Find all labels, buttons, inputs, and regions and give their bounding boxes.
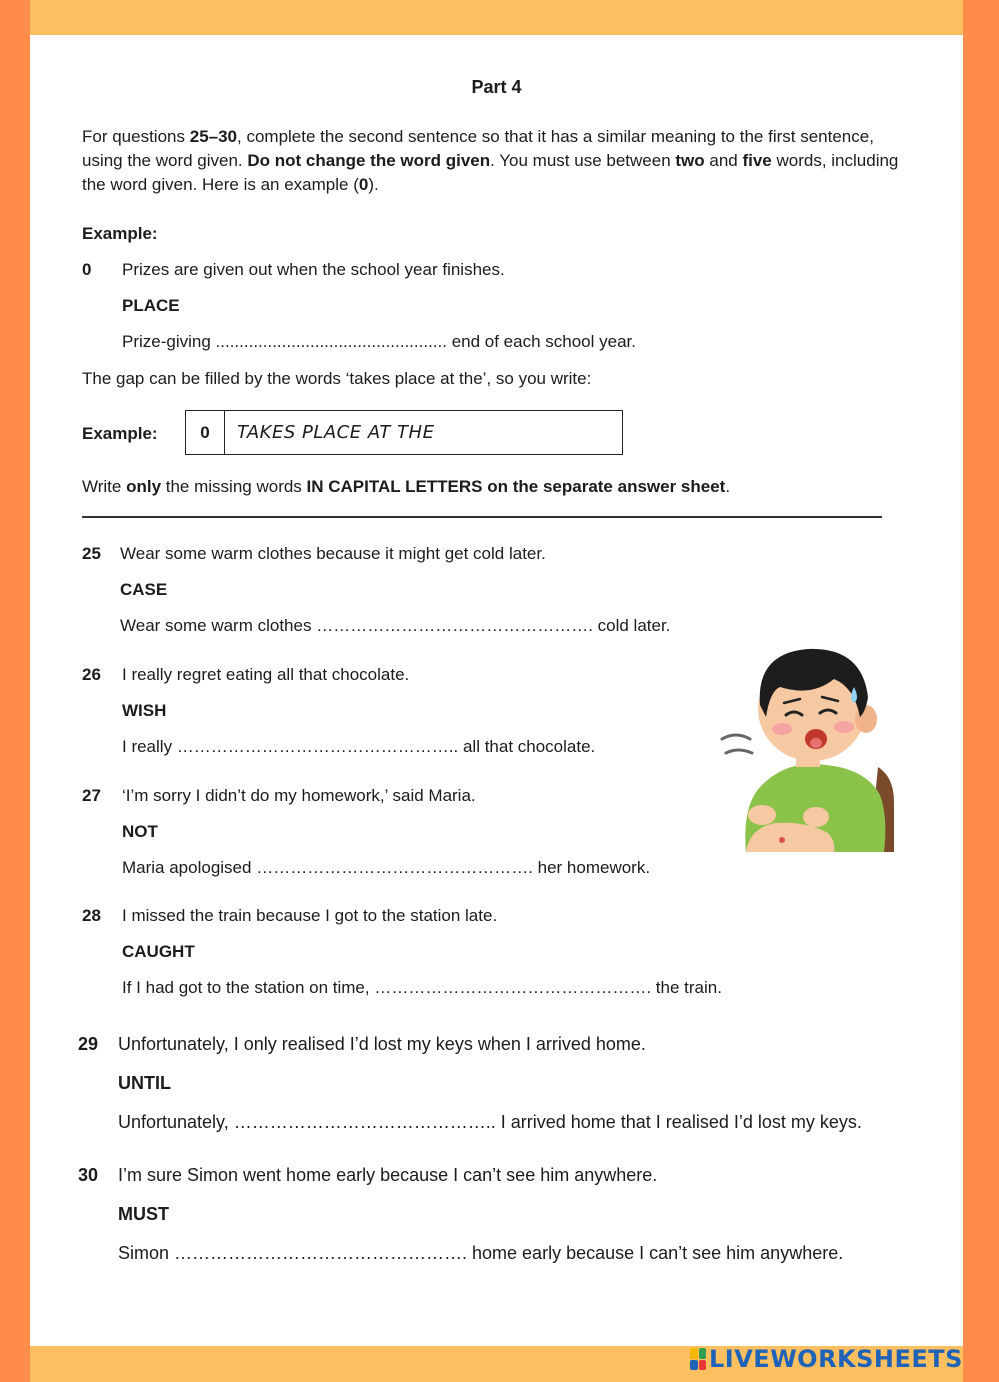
question-keyword: CASE (120, 580, 168, 599)
question-gapped-sentence[interactable]: Maria apologised …………………………………………. her homework. (122, 858, 651, 877)
instr-bold: Do not change the word given (247, 151, 491, 170)
write-instruction (82, 477, 730, 497)
example-keyword: PLACE (122, 296, 180, 315)
instr-text: words, including the word given. Here is an example ( (82, 151, 899, 194)
question-gapped-sentence[interactable]: Simon …………………………………………. home early because I can’t see him anywhere. (118, 1243, 844, 1263)
question-keyword: NOT (122, 822, 158, 841)
question-number: 25 (82, 544, 101, 563)
instructions (82, 125, 902, 197)
question-keyword: WISH (122, 701, 167, 720)
instr-text: ). (368, 175, 379, 194)
write-bold: IN CAPITAL LETTERS on the separate answer sheet (306, 477, 726, 496)
example-box-number: 0 (186, 411, 225, 454)
example-box-label: Example: (82, 424, 158, 443)
write-text: the missing words (161, 477, 307, 496)
example-sentence: Prizes are given out when the school year finishes. (122, 260, 505, 279)
overeating-boy-illustration (716, 627, 900, 857)
top-band (30, 0, 963, 35)
example-explanation: The gap can be filled by the words ‘takes place at the’, so you write: (82, 369, 592, 388)
question-gapped-sentence[interactable]: If I had got to the station on time, …………………………………………. the train. (122, 978, 722, 997)
question-keyword: UNTIL (118, 1073, 171, 1093)
instr-text: For questions (82, 127, 190, 146)
question-keyword: MUST (118, 1204, 169, 1224)
divider (82, 516, 882, 518)
instr-bold: two (675, 151, 705, 170)
question-number: 27 (82, 786, 101, 805)
question-sentence: ‘I’m sorry I didn’t do my homework,’ said Maria. (122, 786, 476, 805)
liveworksheets-logo-icon (690, 1348, 706, 1370)
question-number: 26 (82, 665, 101, 684)
write-text: Write (82, 477, 127, 496)
logo-text: LIVEWORKSHEETS (709, 1345, 963, 1373)
instr-bold: 0 (358, 175, 369, 194)
instr-bold: 25–30 (189, 127, 238, 146)
question-keyword: CAUGHT (122, 942, 195, 961)
example-number: 0 (82, 260, 92, 279)
example-heading: Example: (82, 224, 158, 243)
question-number: 29 (78, 1034, 99, 1054)
write-bold: only (126, 477, 162, 496)
question-gapped-sentence[interactable]: I really ………………………………………….. all that chocolate. (122, 737, 596, 756)
write-text: . (725, 477, 731, 496)
instr-text: . You must use between (490, 151, 676, 170)
question-sentence: I’m sure Simon went home early because I can’t see him anywhere. (118, 1165, 658, 1185)
question-gapped-sentence[interactable]: Wear some warm clothes …………………………………………. cold later. (120, 616, 671, 635)
liveworksheets-logo[interactable] (690, 1346, 963, 1372)
question-sentence: I really regret eating all that chocolate. (122, 665, 410, 684)
instr-text: and (704, 151, 743, 170)
question-sentence: Wear some warm clothes because it might get cold later. (120, 544, 546, 563)
instr-text: , complete the second sentence so that it has a similar meaning to the first sentence, using the word given. (82, 127, 874, 170)
page-title: Part 4 (471, 77, 522, 97)
example-box-answer: TAKES PLACE AT THE (237, 422, 435, 443)
example-gapped-sentence: Prize-giving ................................................. end of each school year. (122, 332, 636, 351)
instr-bold: five (742, 151, 772, 170)
question-number: 28 (82, 906, 101, 925)
example-answer-box (185, 410, 623, 455)
worksheet-page (30, 35, 963, 1346)
question-sentence: I missed the train because I got to the station late. (122, 906, 498, 925)
question-sentence: Unfortunately, I only realised I’d lost my keys when I arrived home. (118, 1034, 646, 1054)
question-gapped-sentence[interactable]: Unfortunately, …………………………………….. I arrived home that I realised I’d lost my keys. (118, 1112, 862, 1132)
question-number: 30 (78, 1165, 99, 1185)
